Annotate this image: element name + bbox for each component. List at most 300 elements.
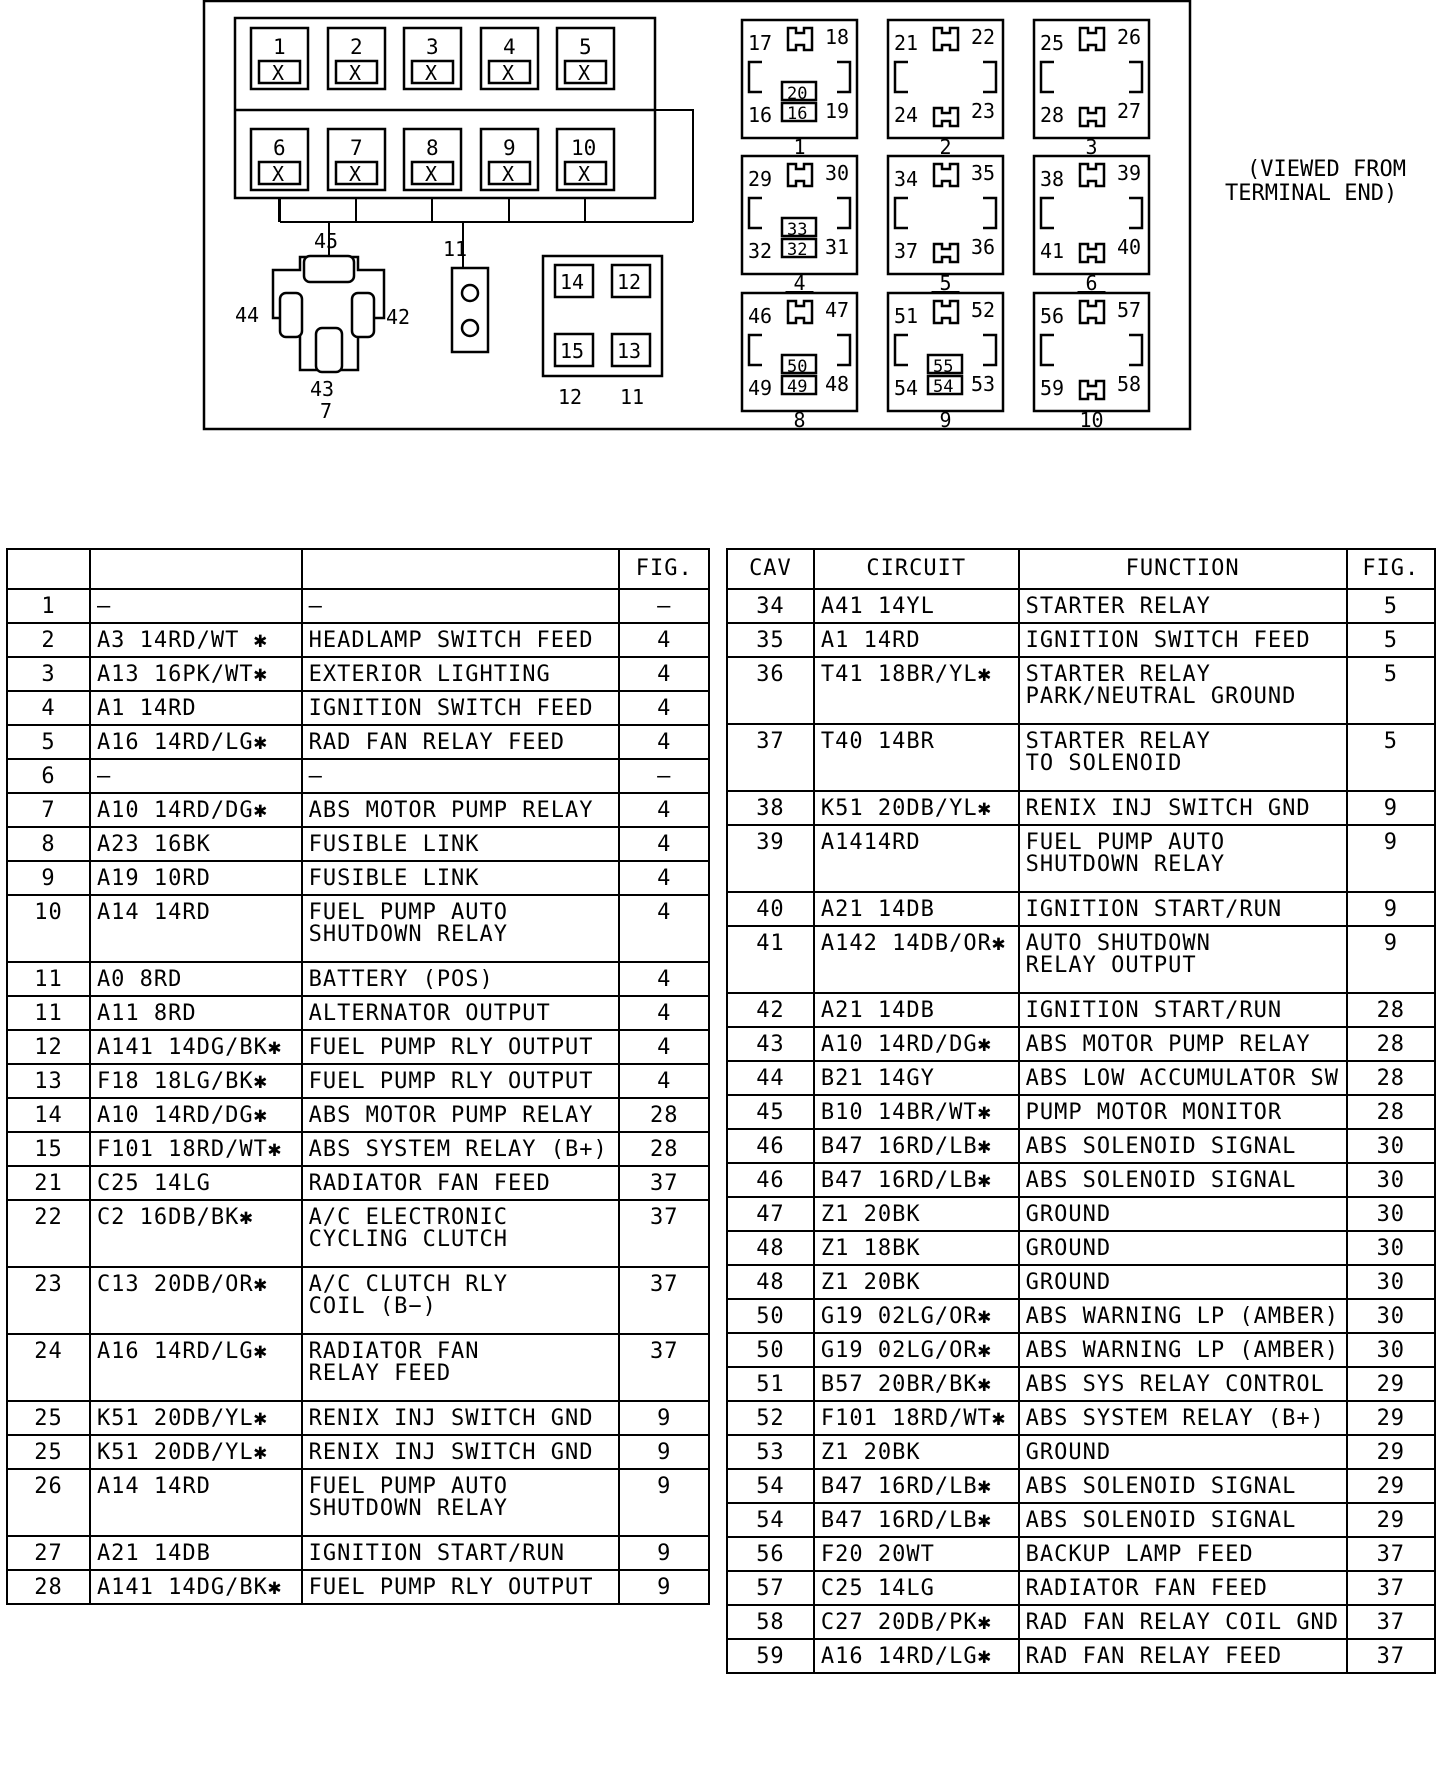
pin-32: 32 <box>748 239 773 263</box>
function-cell: ABS LOW ACCUMULATOR SW <box>1019 1061 1347 1095</box>
circuit-cell: T40 14BR <box>814 724 1019 791</box>
fig-cell: 37 <box>619 1334 709 1401</box>
cav-cell: 27 <box>7 1536 90 1570</box>
fig-cell: 5 <box>1347 589 1435 623</box>
circuit-cell: A41 14YL <box>814 589 1019 623</box>
fuse-mark: X <box>578 162 591 186</box>
function-cell: ABS SYSTEM RELAY (B+) <box>1019 1401 1347 1435</box>
function-cell: ABS WARNING LP (AMBER) <box>1019 1333 1347 1367</box>
viewed-note-line2: TERMINAL END) <box>1225 181 1398 206</box>
pin-58: 58 <box>1117 372 1142 396</box>
table-row <box>727 1333 1435 1367</box>
function-cell: IGNITION START/RUN <box>302 1536 620 1570</box>
circuit-cell: K51 20DB/YL✱ <box>90 1435 302 1469</box>
table-row <box>7 1166 709 1200</box>
fuse-number: 3 <box>426 35 439 59</box>
cav-cell: 6 <box>7 759 90 793</box>
circuit-cell: A141 14DG/BK✱ <box>90 1570 302 1604</box>
fig-cell: 30 <box>1347 1197 1435 1231</box>
circuit-cell: — <box>90 589 302 623</box>
connector-12-11 <box>543 256 662 409</box>
table-row <box>727 1639 1435 1673</box>
function-cell: IGNITION START/RUN <box>1019 892 1347 926</box>
function-cell: RAD FAN RELAY COIL GND <box>1019 1605 1347 1639</box>
circuit-cell: A10 14RD/DG✱ <box>90 793 302 827</box>
cav-cell: 2 <box>7 623 90 657</box>
function-cell: STARTER RELAY <box>1019 589 1347 623</box>
cav-cell: 9 <box>7 861 90 895</box>
fig-cell: 30 <box>1347 1265 1435 1299</box>
fuse-mark: X <box>502 162 515 186</box>
function-cell: GROUND <box>1019 1231 1347 1265</box>
circuit-cell: A1 14RD <box>814 623 1019 657</box>
function-cell: FUEL PUMP AUTO SHUTDOWN RELAY <box>302 1469 620 1536</box>
viewed-note-line1: (VIEWED FROM <box>1247 157 1406 182</box>
fuse-mark: X <box>425 162 438 186</box>
table-row <box>727 1605 1435 1639</box>
table-row <box>7 996 709 1030</box>
header-cav: CAV <box>727 549 814 589</box>
fuse-10 <box>557 129 614 190</box>
relay-1 <box>742 20 857 159</box>
function-cell: ABS SYS RELAY CONTROL <box>1019 1367 1347 1401</box>
circuit-cell: A10 14RD/DG✱ <box>814 1027 1019 1061</box>
cav-cell: 59 <box>727 1639 814 1673</box>
fig-cell: 37 <box>1347 1639 1435 1673</box>
function-cell: RENIX INJ SWITCH GND <box>1019 791 1347 825</box>
fuse-block <box>235 18 655 198</box>
fuse-number: 9 <box>503 136 516 160</box>
fig-cell: 4 <box>619 962 709 996</box>
table-row <box>7 759 709 793</box>
circuit-cell: T41 18BR/YL✱ <box>814 657 1019 724</box>
fig-cell: 9 <box>619 1469 709 1536</box>
pin-32-bottom: 32 <box>787 240 808 260</box>
table-row <box>727 724 1435 791</box>
function-cell: ABS SOLENOID SIGNAL <box>1019 1163 1347 1197</box>
cav-cell: 23 <box>7 1267 90 1334</box>
table-row <box>7 589 709 623</box>
cav-cell: 42 <box>727 993 814 1027</box>
fuse-mark: X <box>502 61 515 85</box>
fuse-mark: X <box>349 162 362 186</box>
table-row <box>7 895 709 962</box>
cav-cell: 25 <box>7 1435 90 1469</box>
relay-label: 9 <box>939 408 952 432</box>
circuit-cell: Z1 20BK <box>814 1197 1019 1231</box>
function-cell: A/C CLUTCH RLY COIL (B−) <box>302 1267 620 1334</box>
fuse-4 <box>481 28 538 89</box>
fuse-9 <box>481 129 538 190</box>
header-function <box>302 549 620 589</box>
table-row <box>727 892 1435 926</box>
cav-cell: 50 <box>727 1299 814 1333</box>
fuse-mark: X <box>272 162 285 186</box>
circuit-cell: C2 16DB/BK✱ <box>90 1200 302 1267</box>
function-cell: ABS SOLENOID SIGNAL <box>1019 1129 1347 1163</box>
cav-cell: 39 <box>727 825 814 892</box>
pin-49: 49 <box>748 376 773 400</box>
fig-cell: 4 <box>619 996 709 1030</box>
pin-57: 57 <box>1117 298 1142 322</box>
fig-cell: 9 <box>619 1435 709 1469</box>
function-cell: FUEL PUMP RLY OUTPUT <box>302 1570 620 1604</box>
function-cell: HEADLAMP SWITCH FEED <box>302 623 620 657</box>
relay-label: 4 <box>793 271 806 295</box>
pin-52: 52 <box>971 298 996 322</box>
fig-cell: 4 <box>619 1030 709 1064</box>
fuse-mark: X <box>272 61 285 85</box>
function-cell: GROUND <box>1019 1435 1347 1469</box>
function-cell: RENIX INJ SWITCH GND <box>302 1401 620 1435</box>
circuit-cell: F101 18RD/WT✱ <box>814 1401 1019 1435</box>
function-cell: FUSIBLE LINK <box>302 827 620 861</box>
circuit-cell: A21 14DB <box>90 1536 302 1570</box>
function-cell: GROUND <box>1019 1265 1347 1299</box>
circuit-cell: C13 20DB/OR✱ <box>90 1267 302 1334</box>
fig-cell: 37 <box>619 1200 709 1267</box>
circuit-cell: F101 18RD/WT✱ <box>90 1132 302 1166</box>
table-row <box>7 657 709 691</box>
pin-38: 38 <box>1040 167 1065 191</box>
relay-8 <box>742 293 857 432</box>
relay-label: 8 <box>793 408 806 432</box>
function-cell: GROUND <box>1019 1197 1347 1231</box>
pin-13: 13 <box>617 339 642 363</box>
circuit-cell: B47 16RD/LB✱ <box>814 1469 1019 1503</box>
relay-label: 3 <box>1085 135 1098 159</box>
cav-cell: 11 <box>7 996 90 1030</box>
function-cell: — <box>302 759 620 793</box>
fig-cell: 29 <box>1347 1435 1435 1469</box>
fig-cell: 37 <box>1347 1571 1435 1605</box>
pin-48: 48 <box>825 372 850 396</box>
table-row <box>727 589 1435 623</box>
fig-cell: 4 <box>619 657 709 691</box>
pin-43: 43 <box>310 377 335 401</box>
header-circuit <box>90 549 302 589</box>
pin-59: 59 <box>1040 376 1065 400</box>
function-cell: ABS SOLENOID SIGNAL <box>1019 1503 1347 1537</box>
fig-cell: 9 <box>619 1401 709 1435</box>
pin-24: 24 <box>894 103 919 127</box>
function-cell: IGNITION START/RUN <box>1019 993 1347 1027</box>
fig-cell: 30 <box>1347 1333 1435 1367</box>
fig-cell: 4 <box>619 827 709 861</box>
pin-46: 46 <box>748 304 773 328</box>
function-cell: STARTER RELAY PARK/NEUTRAL GROUND <box>1019 657 1347 724</box>
pin-56: 56 <box>1040 304 1065 328</box>
fig-cell: 30 <box>1347 1299 1435 1333</box>
header-function: FUNCTION <box>1019 549 1347 589</box>
cav-cell: 8 <box>7 827 90 861</box>
circuit-cell: A16 14RD/LG✱ <box>90 725 302 759</box>
table-row <box>7 861 709 895</box>
pin-33: 33 <box>787 220 808 240</box>
cav-cell: 41 <box>727 926 814 993</box>
relay-9 <box>888 293 1003 432</box>
function-cell: EXTERIOR LIGHTING <box>302 657 620 691</box>
table-row <box>7 1435 709 1469</box>
pin-17: 17 <box>748 31 773 55</box>
table-row <box>727 657 1435 724</box>
function-cell: STARTER RELAY TO SOLENOID <box>1019 724 1347 791</box>
circuit-cell: A3 14RD/WT ✱ <box>90 623 302 657</box>
circuit-cell: — <box>90 759 302 793</box>
pin-41: 41 <box>1040 239 1065 263</box>
circuit-cell: A21 14DB <box>814 993 1019 1027</box>
cav-cell: 50 <box>727 1333 814 1367</box>
table-row <box>727 1095 1435 1129</box>
function-cell: BATTERY (POS) <box>302 962 620 996</box>
fuse-mark: X <box>425 61 438 85</box>
relay-label: 10 <box>1079 408 1104 432</box>
table-row <box>727 1027 1435 1061</box>
pin-50: 50 <box>787 357 808 377</box>
relay-label: 2 <box>939 135 952 159</box>
table-row <box>7 1030 709 1064</box>
table-row <box>727 1197 1435 1231</box>
cav-cell: 26 <box>7 1469 90 1536</box>
fig-cell: 9 <box>1347 892 1435 926</box>
circuit-cell: Z1 18BK <box>814 1231 1019 1265</box>
circuit-cell: B57 20BR/BK✱ <box>814 1367 1019 1401</box>
relay-4 <box>742 156 857 295</box>
table-row <box>7 1334 709 1401</box>
fig-cell: 4 <box>619 861 709 895</box>
table-row <box>7 1200 709 1267</box>
table-row <box>727 1537 1435 1571</box>
fig-cell: 4 <box>619 793 709 827</box>
relay-2 <box>888 20 1003 159</box>
relay-label: 6 <box>1085 271 1098 295</box>
table-row <box>7 1536 709 1570</box>
cav-cell: 58 <box>727 1605 814 1639</box>
circuit-cell: C25 14LG <box>814 1571 1019 1605</box>
circuit-cell: B10 14BR/WT✱ <box>814 1095 1019 1129</box>
pin-21: 21 <box>894 31 919 55</box>
header-fig: FIG. <box>1347 549 1435 589</box>
pin-31: 31 <box>825 235 850 259</box>
circuit-cell: A21 14DB <box>814 892 1019 926</box>
function-cell: BACKUP LAMP FEED <box>1019 1537 1347 1571</box>
pin-22: 22 <box>971 25 996 49</box>
function-cell: RAD FAN RELAY FEED <box>302 725 620 759</box>
table-row <box>727 1129 1435 1163</box>
cav-cell: 57 <box>727 1571 814 1605</box>
table-row <box>727 825 1435 892</box>
function-cell: FUEL PUMP RLY OUTPUT <box>302 1030 620 1064</box>
cav-cell: 56 <box>727 1537 814 1571</box>
fig-cell: 28 <box>1347 1027 1435 1061</box>
circuit-cell: Z1 20BK <box>814 1265 1019 1299</box>
function-cell: — <box>302 589 620 623</box>
circuit-cell: A16 14RD/LG✱ <box>814 1639 1019 1673</box>
fig-cell: 37 <box>1347 1537 1435 1571</box>
function-cell: IGNITION SWITCH FEED <box>302 691 620 725</box>
cav-cell: 52 <box>727 1401 814 1435</box>
pin-49-bottom: 49 <box>787 377 808 397</box>
connector-table-left <box>6 548 710 1605</box>
cav-cell: 53 <box>727 1435 814 1469</box>
fuse-number: 1 <box>273 35 286 59</box>
circuit-cell: A11 8RD <box>90 996 302 1030</box>
cav-cell: 40 <box>727 892 814 926</box>
circuit-cell: K51 20DB/YL✱ <box>814 791 1019 825</box>
pin-23: 23 <box>971 99 996 123</box>
pin-35: 35 <box>971 161 996 185</box>
fig-cell: 9 <box>1347 926 1435 993</box>
cav-cell: 37 <box>727 724 814 791</box>
cav-cell: 34 <box>727 589 814 623</box>
circuit-cell: A16 14RD/LG✱ <box>90 1334 302 1401</box>
fuse-number: 6 <box>273 136 286 160</box>
fig-cell: 5 <box>1347 623 1435 657</box>
circuit-cell: A141 14DG/BK✱ <box>90 1030 302 1064</box>
table-row <box>7 623 709 657</box>
fuse-number: 5 <box>579 35 592 59</box>
pin-15: 15 <box>560 339 585 363</box>
relay-3 <box>1034 20 1149 159</box>
terminal-diagram <box>0 0 1440 440</box>
function-cell: ABS MOTOR PUMP RELAY <box>302 1098 620 1132</box>
fuse-row-top <box>251 28 614 89</box>
function-cell: RAD FAN RELAY FEED <box>1019 1639 1347 1673</box>
pin-16: 16 <box>748 103 773 127</box>
cav-cell: 1 <box>7 589 90 623</box>
cav-cell: 7 <box>7 793 90 827</box>
cav-cell: 28 <box>7 1570 90 1604</box>
table-row <box>7 1267 709 1334</box>
fig-cell: 29 <box>1347 1503 1435 1537</box>
cav-cell: 54 <box>727 1503 814 1537</box>
function-cell: RENIX INJ SWITCH GND <box>302 1435 620 1469</box>
fig-cell: — <box>619 759 709 793</box>
fig-cell: — <box>619 589 709 623</box>
pin-51: 51 <box>894 304 919 328</box>
cav-cell: 24 <box>7 1334 90 1401</box>
pin-16-bottom: 16 <box>787 104 808 124</box>
fuse-number: 10 <box>571 136 597 160</box>
relay-5 <box>888 156 1003 295</box>
cav-cell: 12 <box>7 1030 90 1064</box>
fuse-number: 8 <box>426 136 439 160</box>
fig-cell: 5 <box>1347 724 1435 791</box>
table-row <box>727 791 1435 825</box>
function-cell: ALTERNATOR OUTPUT <box>302 996 620 1030</box>
fig-cell: 5 <box>1347 657 1435 724</box>
cav-cell: 15 <box>7 1132 90 1166</box>
pin-42: 42 <box>386 305 411 329</box>
cav-cell: 54 <box>727 1469 814 1503</box>
table-row <box>727 1061 1435 1095</box>
table-row <box>7 1570 709 1604</box>
function-cell: RADIATOR FAN FEED <box>302 1166 620 1200</box>
pin-29: 29 <box>748 167 773 191</box>
fig-cell: 37 <box>619 1267 709 1334</box>
fig-cell: 4 <box>619 691 709 725</box>
cav-cell: 5 <box>7 725 90 759</box>
pin-37: 37 <box>894 239 919 263</box>
table-row <box>7 1469 709 1536</box>
cav-cell: 25 <box>7 1401 90 1435</box>
fig-cell: 30 <box>1347 1129 1435 1163</box>
pin-20: 20 <box>787 84 808 104</box>
pin-19: 19 <box>825 99 850 123</box>
pin-47: 47 <box>825 298 850 322</box>
table-row <box>727 1163 1435 1197</box>
pin-18: 18 <box>825 25 850 49</box>
table-row <box>7 1132 709 1166</box>
fig-cell: 37 <box>619 1166 709 1200</box>
connector-11 <box>443 222 488 352</box>
fig-cell: 9 <box>1347 791 1435 825</box>
table-row <box>727 1571 1435 1605</box>
circuit-cell: A23 16BK <box>90 827 302 861</box>
table-row <box>727 1503 1435 1537</box>
pin-25: 25 <box>1040 31 1065 55</box>
table-row <box>7 691 709 725</box>
fig-cell: 4 <box>619 623 709 657</box>
header-circuit: CIRCUIT <box>814 549 1019 589</box>
table-row <box>727 1299 1435 1333</box>
pin-53: 53 <box>971 372 996 396</box>
table-row <box>7 827 709 861</box>
relay-6 <box>1034 156 1149 295</box>
cav-cell: 48 <box>727 1265 814 1299</box>
fuse-3 <box>404 28 461 89</box>
fig-cell: 29 <box>1347 1401 1435 1435</box>
fig-cell: 30 <box>1347 1231 1435 1265</box>
pin-14: 14 <box>560 270 585 294</box>
cav-cell: 48 <box>727 1231 814 1265</box>
connector-table-right <box>726 548 1436 1674</box>
pin-45: 45 <box>314 229 339 253</box>
circuit-cell: K51 20DB/YL✱ <box>90 1401 302 1435</box>
fig-cell: 9 <box>619 1570 709 1604</box>
table-row <box>7 793 709 827</box>
circuit-cell: B47 16RD/LB✱ <box>814 1129 1019 1163</box>
function-cell: ABS MOTOR PUMP RELAY <box>1019 1027 1347 1061</box>
cav-cell: 36 <box>727 657 814 724</box>
table-header <box>7 549 709 589</box>
fuse-2 <box>328 28 385 89</box>
pin-55: 55 <box>933 357 954 377</box>
cav-cell: 46 <box>727 1129 814 1163</box>
pin-54-bottom: 54 <box>933 377 954 397</box>
fig-cell: 4 <box>619 895 709 962</box>
circuit-cell: A14 14RD <box>90 1469 302 1536</box>
table-row <box>7 1098 709 1132</box>
circuit-cell: F18 18LG/BK✱ <box>90 1064 302 1098</box>
pin-30: 30 <box>825 161 850 185</box>
fuse-number: 2 <box>350 35 363 59</box>
circuit-cell: A142 14DB/OR✱ <box>814 926 1019 993</box>
cav-cell: 13 <box>7 1064 90 1098</box>
cav-cell: 35 <box>727 623 814 657</box>
pin-39: 39 <box>1117 161 1142 185</box>
function-cell: RADIATOR FAN RELAY FEED <box>302 1334 620 1401</box>
pin-28: 28 <box>1040 103 1065 127</box>
table-row <box>727 1469 1435 1503</box>
fuse-5 <box>557 28 614 89</box>
fig-cell: 28 <box>1347 1095 1435 1129</box>
table-row <box>727 623 1435 657</box>
cav-cell: 46 <box>727 1163 814 1197</box>
fig-cell: 30 <box>1347 1163 1435 1197</box>
circuit-cell: G19 02LG/OR✱ <box>814 1299 1019 1333</box>
fig-cell: 29 <box>1347 1367 1435 1401</box>
